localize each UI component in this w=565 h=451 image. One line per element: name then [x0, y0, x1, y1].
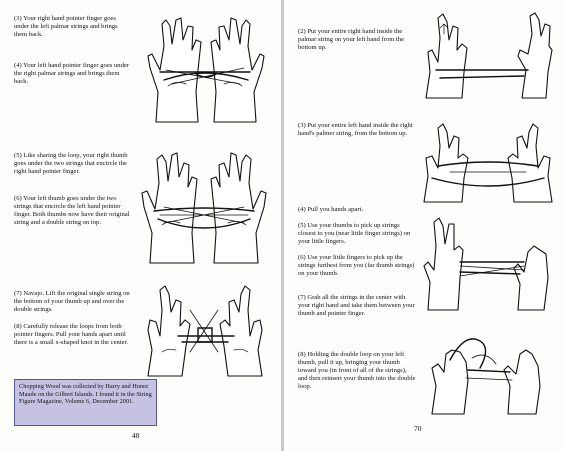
- left-page: [0, 0, 281, 451]
- left-step-4: (4) Your left hand pointer finger goes under the right palmar strings and brings them back.: [14, 62, 129, 86]
- illustration-left-steps-7-8: [138, 280, 273, 378]
- right-step-8: (8) Holding the double loop on your left thumb, pull it up, bringing your thumb toward you (in front of all of the strings), and then reinsert your thumb into the double loop.: [298, 351, 416, 391]
- left-step-3: (3) Your right hand pointer finger goes under the left palmar strings and brings them back.: [14, 15, 118, 39]
- left-step-6: (6) Your left thumb goes under the two strings that encircle the left hand pointer finger. Both thumbs now have their original string and a double string on top.: [14, 195, 130, 227]
- page-number-left: 48: [132, 431, 140, 440]
- illustration-left-steps-5-6: [134, 145, 274, 267]
- left-step-8: (8) Carefully release the loops from both pointer fingers. Pull your hands apart until there is a small x-shaped knot in the center.: [14, 323, 129, 347]
- left-step-5: (5) Like sharing the loop, your right thumb goes under the two strings that encircle the right hand pointer finger.: [14, 152, 128, 176]
- left-step-7: (7) Navajo. Lift the original single string on the bottom of your thumb up and over the double strings.: [14, 290, 130, 314]
- illustration-left-steps-3-4: [138, 10, 273, 128]
- right-step-5: (5) Use your thumbs to pick up strings closest to you (near little finger strings) on your little fingers.: [298, 222, 411, 246]
- page-number-right: 70: [414, 424, 422, 433]
- source-note-box: Chopping Wood was collected by Harry and Honor Maude on the Gilbert Islands. I found it in the String Figure Magazine, Volume 6, December 2001.: [14, 379, 157, 426]
- illustration-right-steps-4-6: [420, 212, 556, 312]
- right-step-4: (4) Pull you hands apart.: [298, 206, 364, 213]
- right-step-7: (7) Grab all the strings in the center with your right hand and take them between your thumb and pointer finger.: [298, 294, 415, 318]
- right-page: [284, 0, 565, 451]
- illustration-right-step-3: [420, 118, 556, 204]
- illustration-right-steps-7-8: [420, 320, 556, 416]
- right-step-2: (2) Put your entire right hand inside the palmar string on your left hand from the bottom up.: [298, 28, 405, 52]
- illustration-right-step-2: [422, 10, 554, 102]
- right-step-3: (3) Put your entire left hand inside the right hand's palmer string, from the bottom up.: [298, 122, 413, 138]
- right-step-6: (6) Use your little fingers to pick up the strings furthest from you (far thumb strings) on your thumb.: [298, 254, 415, 278]
